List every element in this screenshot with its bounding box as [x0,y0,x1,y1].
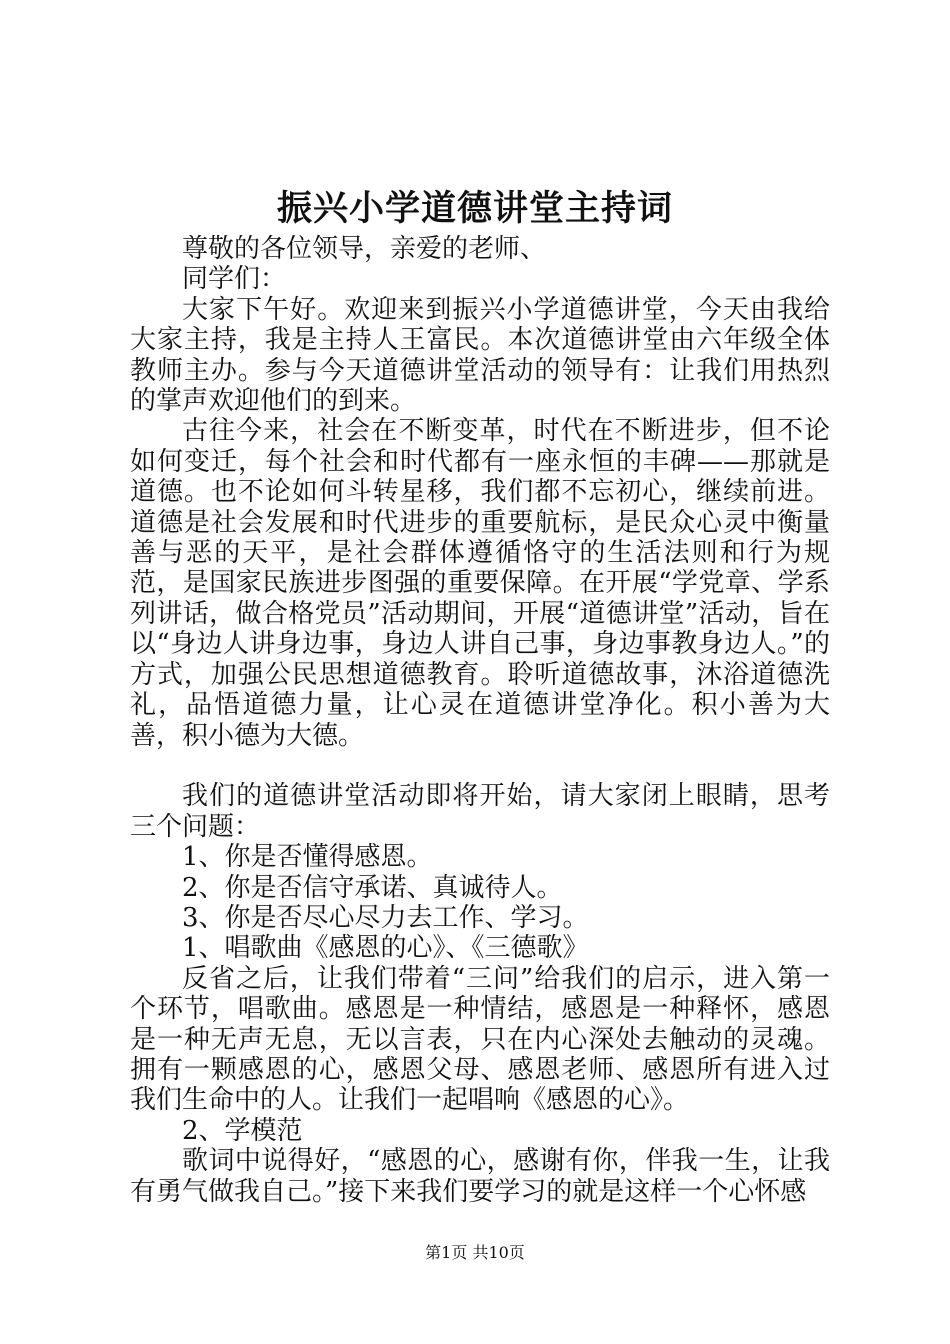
paragraph-questions-intro: 我们的道德讲堂活动即将开始，请大家闭上眼睛，思考三个问题： [130,781,830,842]
section-heading-songs: 1、唱歌曲《感恩的心》、《三德歌》 [182,933,589,964]
question-item-3: 3、你是否尽心尽力去工作、学习。 [182,902,589,933]
paragraph-welcome: 大家下午好。欢迎来到振兴小学道德讲堂，今天由我给大家主持，我是主持人王富民。本次道德讲堂由六年级全体教师主办。参与今天道德讲堂活动的领导有：让我们用热烈的掌声欢迎他们的到来。 [130,294,830,417]
greeting-line: 尊敬的各位领导，亲爱的老师、 [182,234,547,264]
paragraph-gratitude: 反省之后，让我们带着“三问”给我们的启示，进入第一个环节，唱歌曲。感恩是一种情结，感恩是一种释怀，感恩是一种无声无息，无以言表，只在内心深处去触动的灵魂。拥有一颗感恩的心，感恩父母、感恩老师、感恩所有进入过我们生命中的人。让我们一起唱响《感恩的心》。 [130,963,830,1116]
question-item-1: 1、你是否懂得感恩。 [182,842,433,873]
greeting-line-2: 同学们： [182,264,287,295]
paragraph-spacer [130,751,830,781]
section-heading-models: 2、学模范 [182,1115,303,1146]
question-item-2: 2、你是否信守承诺、真诚待人。 [182,872,563,903]
paragraph-lyrics: 歌词中说得好，“感恩的心，感谢有你，伴我一生，让我有勇气做我自己。”接下来我们要学习的就是这样一个心怀感 [130,1146,830,1207]
document-body [130,234,830,1207]
document-title: 振兴小学道德讲堂主持词 [276,188,673,229]
page-footer: 第1页 共10页 [425,1243,525,1262]
paragraph-morality: 古往今来，社会在不断变革，时代在不断进步，但不论如何变迁，每个社会和时代都有一座永恒的丰碑——那就是道德。也不论如何斗转星移，我们都不忘初心，继续前进。道德是社会发展和时代进步的重要航标，是民众心灵中衡量善与恶的天平，是社会群体遵循恪守的生活法则和行为规范，是国家民族进步图强的重要保障。在开展“学党章、学系列讲话，做合格党员”活动期间，开展“道德讲堂”活动，旨在以“身边人讲身边事，身边人讲自己事，身边事教身边人。”的方式，加强公民思想道德教育。聆听道德故事，沐浴道德洗礼，品悟道德力量，让心灵在道德讲堂净化。积小善为大善，积小德为大德。 [130,416,830,751]
